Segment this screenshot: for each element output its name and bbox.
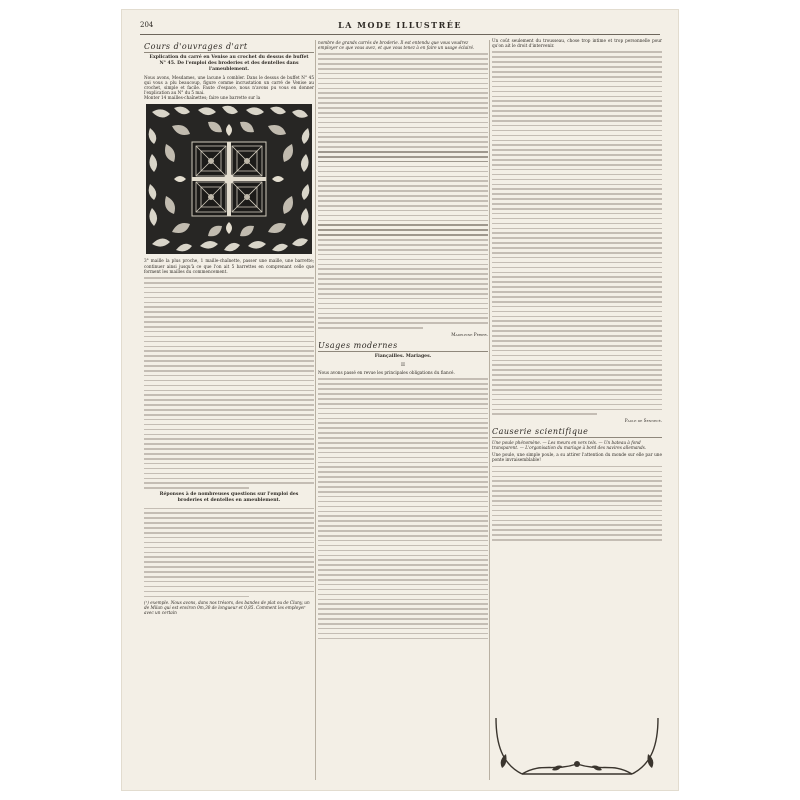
section-title-usages: Usages modernes <box>318 341 488 352</box>
column-rule <box>315 40 316 780</box>
lace-square-illustration <box>146 104 312 254</box>
section-subtitle-reponses: Réponses à de nombreuses questions sur l'emploi des broderies et dentelles en ameublement. <box>159 492 299 504</box>
paragraph-italic: nombre de grands carrés de broderie. Il est entendu que vous voudrez employer ce que vous avez, et que vous tenez à en faire un usage éclairé. <box>318 40 475 50</box>
column-right <box>492 38 662 782</box>
paragraph: Nous avons, Mesdames, une lacune à combler. Dans le dessus de buffet N° 45 qui vous a plu beaucoup, figure comme incrustation un carré de Venise au crochet, simple et facile. Faute d'espace, nous n'avons pu vous en donner l'explication au N° du 5 mai. <box>144 75 314 96</box>
section-subtitle: Fiançailles. Mariages. <box>374 354 432 360</box>
section-title-causerie: Causerie scientifique <box>492 427 662 438</box>
paragraph: Une poule, une simple poule, a su attirer l'attention du monde sur elle par une ponte invraisemblable! <box>492 452 662 463</box>
paragraph: Un coût seulement du trousseau, chose trop intime et trop personnelle pour qu'on ait le droit d'intervenir. <box>492 38 662 49</box>
magazine-page <box>122 10 678 790</box>
body-text-block <box>318 378 488 639</box>
body-text-block <box>492 51 662 415</box>
body-text-block <box>492 466 662 541</box>
body-text-block <box>318 53 488 328</box>
footnote: (¹) exemple. Nous avons, dans nos trésors, des bandes de plat ou de Cluny, un de Milan qui est environ 0m,30 de longueur et 0,85. Comment les employer avec un certain <box>144 600 310 616</box>
paragraph: 3° maille la plus proche, 1 maille-chaînette, passer une maille, une barrette; continuer ainsi jusqu'à ce que l'on ait 5 barrettes en comprenant celle que forment les mailles du commencement. <box>144 258 314 274</box>
section-subtitle: Explication du carré en Venise au crochet du dessus de buffet N° 45. De l'emploi des broderies et des dentelles dans l'ameublement. <box>149 55 309 72</box>
paragraph: Monter 14 mailles-chaînettes; faire une barrette sur la <box>144 95 261 101</box>
journal-title: LA MODE ILLUSTRÉE <box>338 20 462 30</box>
body-text-block <box>144 508 314 598</box>
art-nouveau-ornament <box>492 714 662 778</box>
section-summary: Une poule phénomène. — Les meurs en vers tels. — Un bateau à fond transparent. — L'organisation du mariage à bord des navires allemands. <box>492 440 647 451</box>
body-text-block <box>144 277 314 489</box>
author-signature: Madeleine Périer. <box>451 332 488 338</box>
page-header <box>140 16 660 35</box>
section-title-cours: Cours d'ouvrages d'art <box>144 42 314 53</box>
column-middle <box>318 38 488 782</box>
column-rule <box>489 40 490 780</box>
part-number: II <box>401 362 405 369</box>
column-left <box>144 38 314 782</box>
author-signature: Paule de Sennecé. <box>624 418 662 424</box>
paragraph: Nous avons passé en revue les principales obligations du fiancé. <box>318 370 455 376</box>
page-number: 204 <box>140 21 154 29</box>
